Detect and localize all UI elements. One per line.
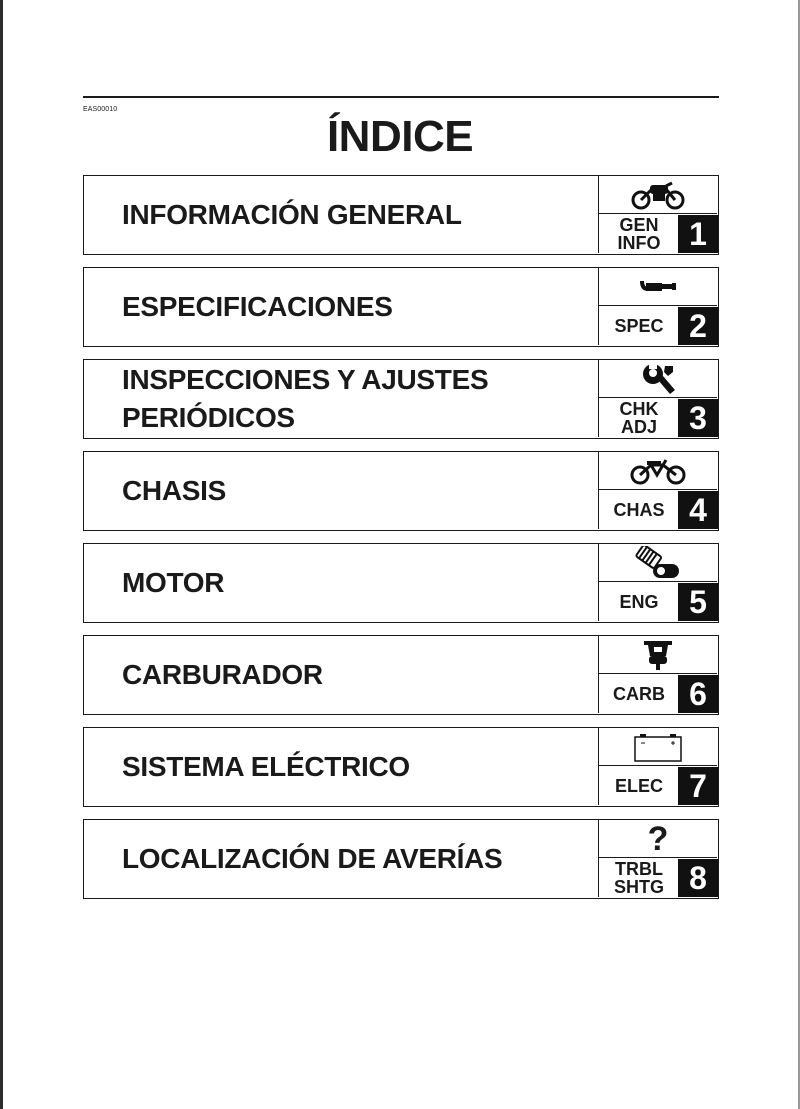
section-tab — [598, 544, 718, 621]
engine-icon — [599, 544, 717, 582]
wrench-adjust-icon — [599, 360, 717, 398]
section-title: LOCALIZACIÓN DE AVERÍAS — [122, 842, 503, 874]
section-tab — [598, 636, 718, 713]
section-number: 7 — [678, 767, 718, 805]
motorcycle-icon — [599, 176, 717, 214]
section-title: ESPECIFICACIONES — [122, 290, 393, 322]
section-tab — [598, 452, 718, 529]
section-number: 8 — [678, 859, 718, 897]
section-number: 3 — [678, 399, 718, 437]
section-number: 5 — [678, 583, 718, 621]
page-title: ÍNDICE — [326, 112, 474, 161]
section-title: INFORMACIÓN GENERAL — [122, 198, 462, 230]
question-icon — [599, 820, 717, 858]
section-code: GEN INFO — [617, 215, 661, 253]
section-title: INSPECCIONES Y AJUSTES PERIÓDICOS — [122, 363, 489, 433]
carburetor-icon — [599, 636, 717, 674]
section-tab — [598, 176, 718, 253]
section-row-troubleshooting[interactable] — [83, 819, 719, 899]
section-tab — [598, 820, 718, 897]
section-tab — [598, 360, 718, 437]
section-row-engine[interactable] — [83, 543, 719, 623]
section-number: 1 — [678, 215, 718, 253]
section-row-carburetor[interactable] — [83, 635, 719, 715]
section-title: CARBURADOR — [122, 658, 323, 690]
section-list — [83, 175, 719, 911]
section-row-chassis[interactable] — [83, 451, 719, 531]
document-code: EAS00010 — [83, 106, 118, 113]
section-number: 6 — [678, 675, 718, 713]
section-row-periodic-checks[interactable] — [83, 359, 719, 439]
section-title: CHASIS — [122, 474, 226, 506]
section-number: 2 — [678, 307, 718, 345]
section-row-specifications[interactable] — [83, 267, 719, 347]
page-left-edge — [0, 0, 3, 1109]
section-row-general-info[interactable] — [83, 175, 719, 255]
top-rule — [83, 96, 719, 98]
section-tab — [598, 728, 718, 805]
section-row-electrical[interactable] — [83, 727, 719, 807]
section-code: CARB — [613, 684, 665, 704]
section-code: ENG — [619, 592, 659, 612]
section-code: CHK ADJ — [619, 399, 659, 437]
section-tab — [598, 268, 718, 345]
question-mark: ? — [647, 819, 669, 858]
section-number: 4 — [678, 491, 718, 529]
wrench-spec-icon — [599, 268, 717, 306]
section-code: SPEC — [614, 316, 664, 336]
section-title: MOTOR — [122, 566, 225, 598]
section-code: ELEC — [614, 776, 663, 796]
section-code: TRBL SHTG — [613, 859, 664, 897]
section-code: CHAS — [613, 500, 665, 520]
bicycle-frame-icon — [599, 452, 717, 490]
battery-icon — [599, 728, 717, 766]
section-title: SISTEMA ELÉCTRICO — [122, 750, 410, 782]
